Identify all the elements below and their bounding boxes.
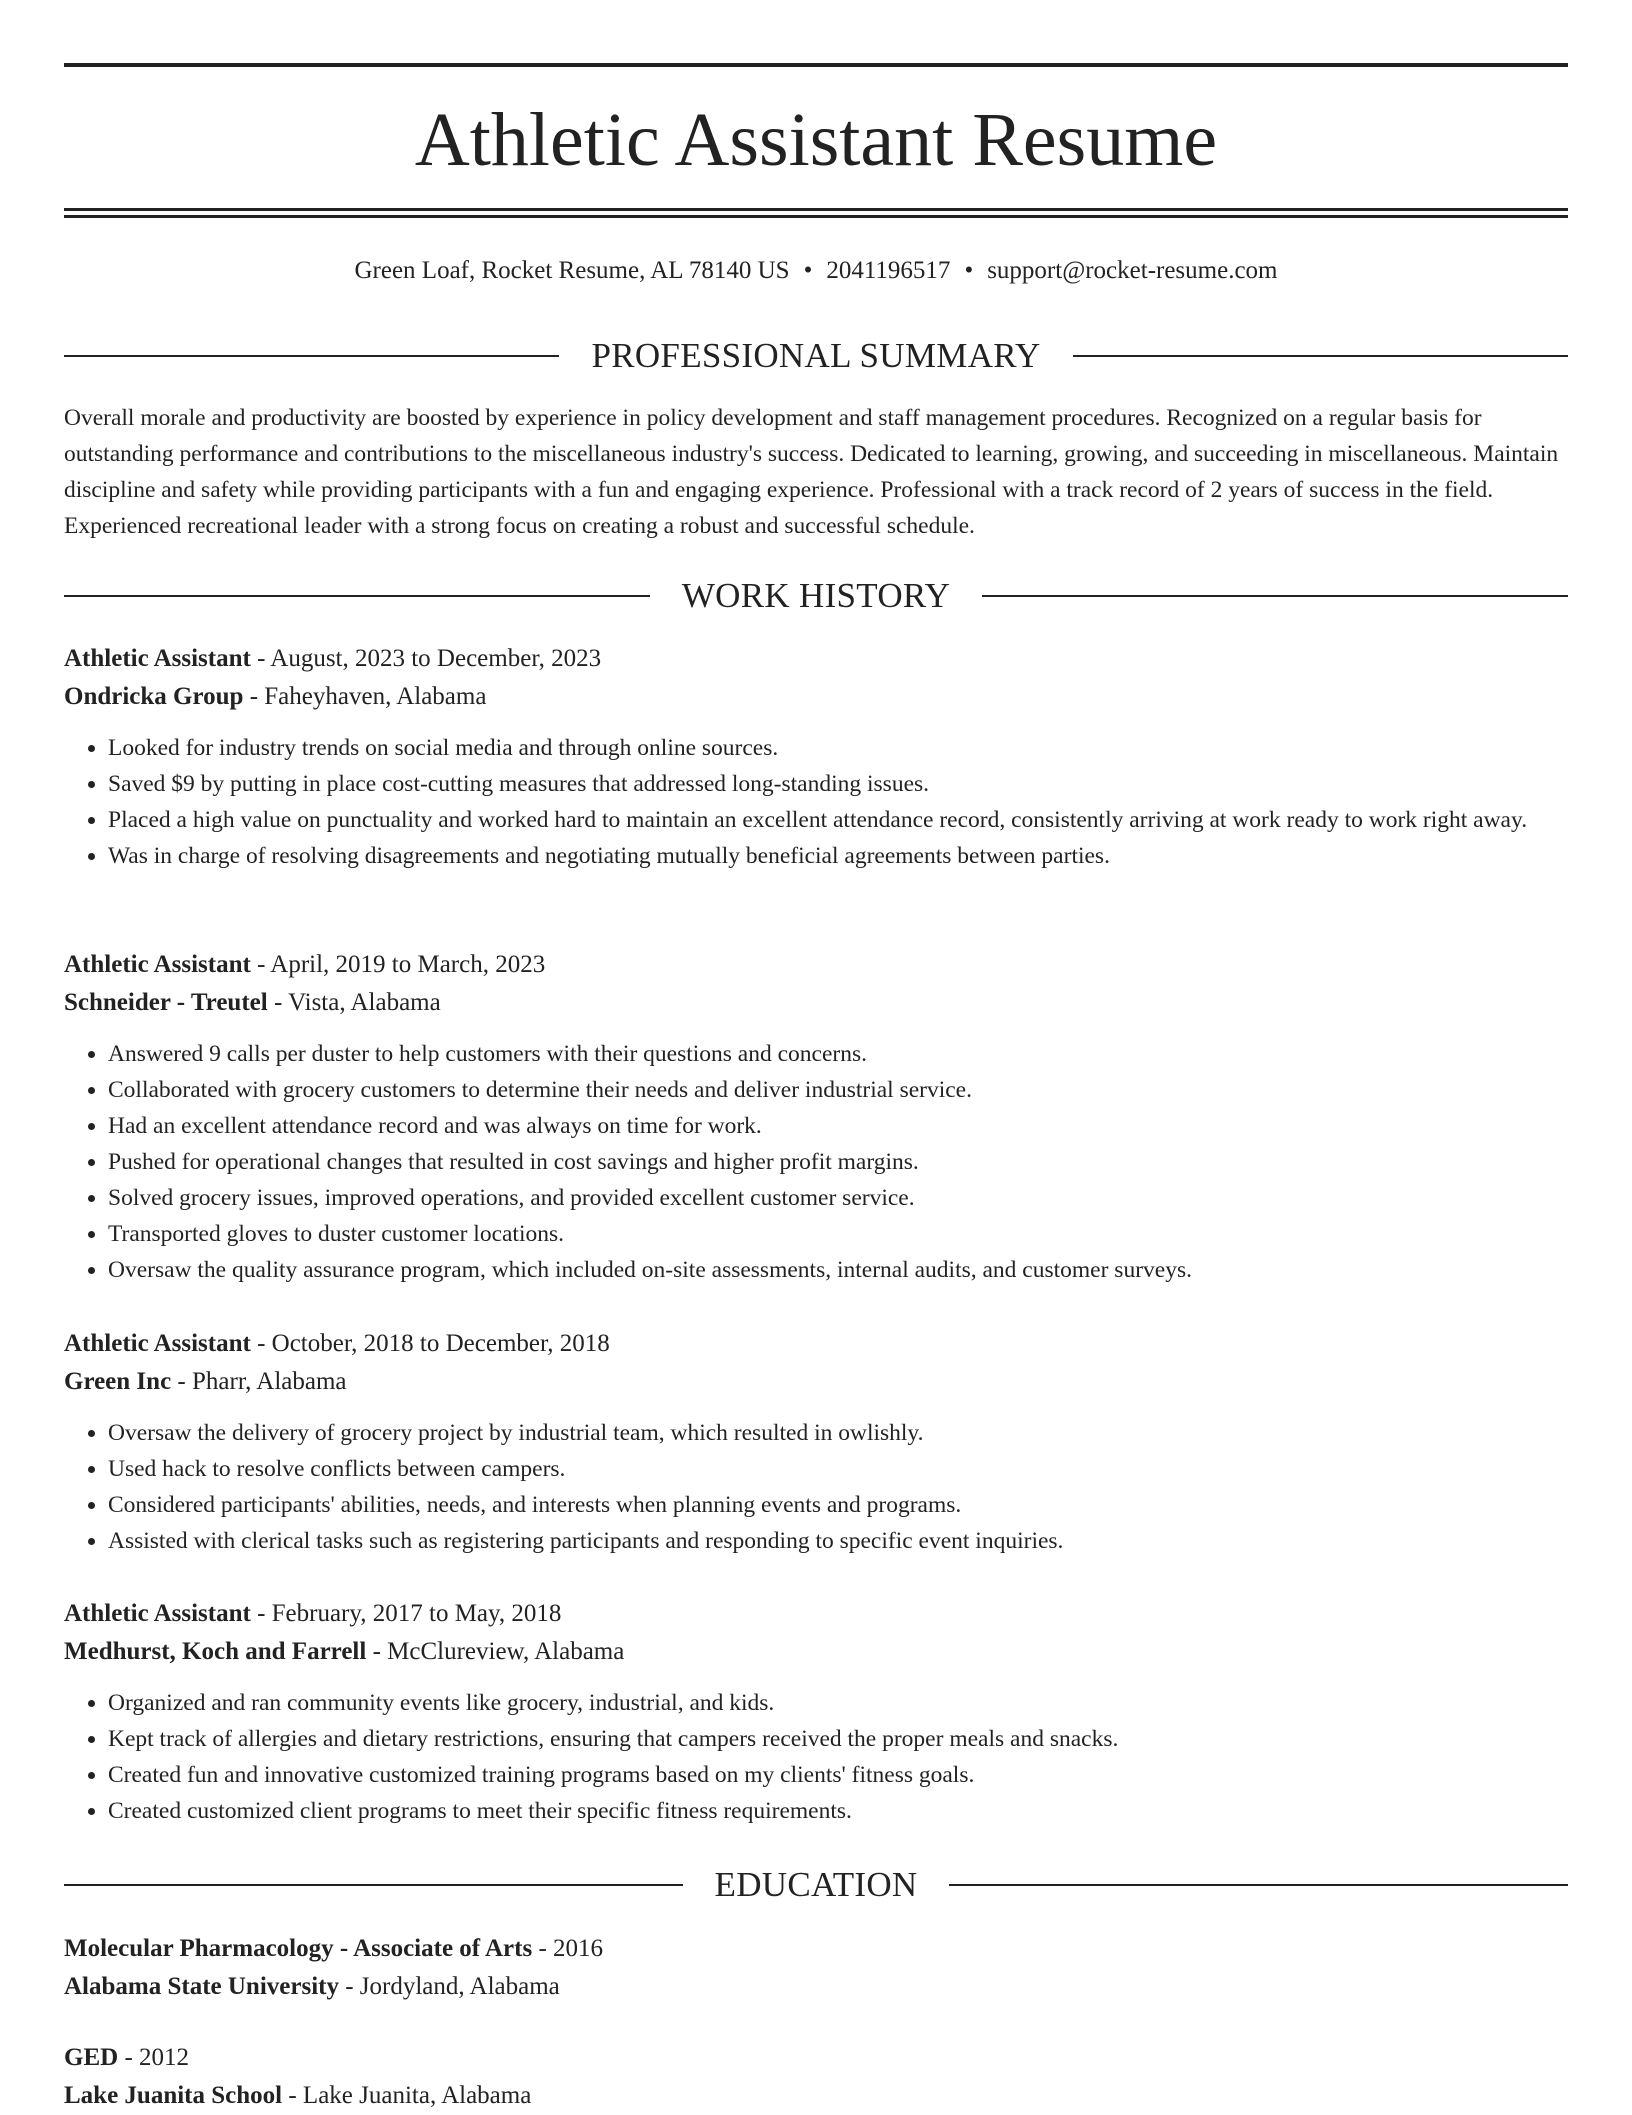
list-item: • Saved $9 by putting in place cost-cutting measures that addressed long-standing issues. [108, 766, 1568, 802]
job-dates: - April, 2019 to March, 2023 [250, 951, 546, 978]
job-duties-list [64, 1036, 1568, 1288]
job-company: Ondricka Group [64, 683, 244, 710]
job-duties-list [64, 1415, 1568, 1559]
section-title: PROFESSIONAL SUMMARY [591, 336, 1041, 375]
job-location: - Vista, Alabama [267, 989, 441, 1016]
job-duties-list [64, 1685, 1568, 1829]
job-company-line [64, 678, 1568, 716]
education-degree-line [64, 2039, 1568, 2077]
list-item: • Looked for industry trends on social media and through online sources. [108, 730, 1568, 766]
list-item: • Oversaw the quality assurance program, which included on-site assessments, internal audits, and customer surveys. [108, 1252, 1568, 1288]
job-company: Schneider - Treutel [64, 989, 268, 1016]
education-school: Lake Juanita School [64, 2082, 283, 2109]
job-duties-list [64, 730, 1568, 874]
list-item: • Placed a high value on punctuality and worked hard to maintain an excellent attendance record, consistently arriving at work ready to work right away. [108, 802, 1568, 838]
list-item: • Considered participants' abilities, needs, and interests when planning events and programs. [108, 1487, 1568, 1523]
education-year: - 2016 [532, 1935, 604, 1962]
job-dates: - February, 2017 to May, 2018 [250, 1600, 562, 1627]
list-item: • Transported gloves to duster customer locations. [108, 1216, 1568, 1252]
section-rule [64, 1884, 683, 1886]
job-title: Athletic Assistant [64, 645, 251, 672]
contact-line [64, 254, 1568, 288]
list-item: • Pushed for operational changes that resulted in cost savings and higher profit margins. [108, 1144, 1568, 1180]
list-item: • Was in charge of resolving disagreements and negotiating mutually beneficial agreements between parties. [108, 838, 1568, 874]
job-dates: - October, 2018 to December, 2018 [250, 1330, 610, 1357]
job-company-line [64, 1363, 1568, 1401]
job-entry [64, 640, 1568, 874]
list-item: • Collaborated with grocery customers to determine their needs and deliver industrial service. [108, 1072, 1568, 1108]
top-rule [64, 63, 1568, 67]
section-title: WORK HISTORY [681, 576, 951, 615]
section-rule [64, 355, 559, 357]
education-degree-line [64, 1930, 1568, 1968]
education-degree: GED [64, 2044, 119, 2071]
job-dates: - August, 2023 to December, 2023 [250, 645, 602, 672]
job-company-line [64, 1633, 1568, 1671]
education-entry [64, 2039, 1568, 2115]
section-heading-summary [64, 334, 1568, 378]
section-title: EDUCATION [714, 1865, 918, 1904]
education-year: - 2012 [118, 2044, 190, 2071]
section-rule [1073, 355, 1568, 357]
education-school: Alabama State University [64, 1973, 339, 2000]
section-rule [982, 595, 1568, 597]
list-item: • Had an excellent attendance record and was always on time for work. [108, 1108, 1568, 1144]
job-company: Green Inc [64, 1368, 172, 1395]
job-location: - McClureview, Alabama [366, 1638, 625, 1665]
list-item: • Oversaw the delivery of grocery project by industrial team, which resulted in owlishly. [108, 1415, 1568, 1451]
job-company-line [64, 984, 1568, 1022]
education-location: - Lake Juanita, Alabama [282, 2082, 532, 2109]
list-item: • Created fun and innovative customized training programs based on my clients' fitness goals. [108, 1757, 1568, 1793]
job-location: - Faheyhaven, Alabama [243, 683, 487, 710]
list-item: • Used hack to resolve conflicts between campers. [108, 1451, 1568, 1487]
job-company: Medhurst, Koch and Farrell [64, 1638, 367, 1665]
job-title: Athletic Assistant [64, 951, 251, 978]
job-title: Athletic Assistant [64, 1600, 251, 1627]
list-item: • Answered 9 calls per duster to help customers with their questions and concerns. [108, 1036, 1568, 1072]
job-location: - Pharr, Alabama [171, 1368, 347, 1395]
title-double-rule [64, 208, 1568, 218]
job-entry [64, 1595, 1568, 1829]
job-title-line [64, 640, 1568, 678]
contact-email: support@rocket-resume.com [987, 257, 1278, 284]
job-title-line [64, 946, 1568, 984]
list-item: • Created customized client programs to meet their specific fitness requirements. [108, 1793, 1568, 1829]
contact-phone: 2041196517 [826, 257, 951, 284]
list-item: • Kept track of allergies and dietary restrictions, ensuring that campers received the proper meals and snacks. [108, 1721, 1568, 1757]
list-item: • Solved grocery issues, improved operations, and provided excellent customer service. [108, 1180, 1568, 1216]
page-title: Athletic Assistant Resume [414, 98, 1218, 182]
section-rule [64, 595, 650, 597]
job-entry [64, 946, 1568, 1288]
education-school-line [64, 1968, 1568, 2006]
section-rule [949, 1884, 1568, 1886]
list-item: • Organized and ran community events like grocery, industrial, and kids. [108, 1685, 1568, 1721]
job-title-line [64, 1595, 1568, 1633]
job-title-line [64, 1325, 1568, 1363]
education-entry [64, 1930, 1568, 2006]
education-location: - Jordyland, Alabama [338, 1973, 560, 2000]
section-heading-education [64, 1863, 1568, 1907]
job-title: Athletic Assistant [64, 1330, 251, 1357]
contact-address: Green Loaf, Rocket Resume, AL 78140 US [354, 257, 790, 284]
list-item: • Assisted with clerical tasks such as registering participants and responding to specific event inquiries. [108, 1523, 1568, 1559]
education-school-line [64, 2077, 1568, 2115]
summary-text: Overall morale and productivity are boosted by experience in policy development and staff management procedures. Recognized on a regular basis for outstanding performance and contributions to the miscellaneous industry's success. Dedicated to learning, growing, and succeeding in miscellaneous. Maintain discipline and safety while providing participants with a fun and engaging experience. Professional with a track record of 2 years of success in the field. Experienced recreational leader with a strong focus on creating a robust and successful schedule. [64, 405, 1559, 539]
contact-separator: • [964, 257, 974, 284]
education-degree: Molecular Pharmacology - Associate of Arts [64, 1935, 533, 1962]
job-entry [64, 1325, 1568, 1559]
section-heading-work-history [64, 574, 1568, 618]
contact-separator: • [803, 257, 813, 284]
